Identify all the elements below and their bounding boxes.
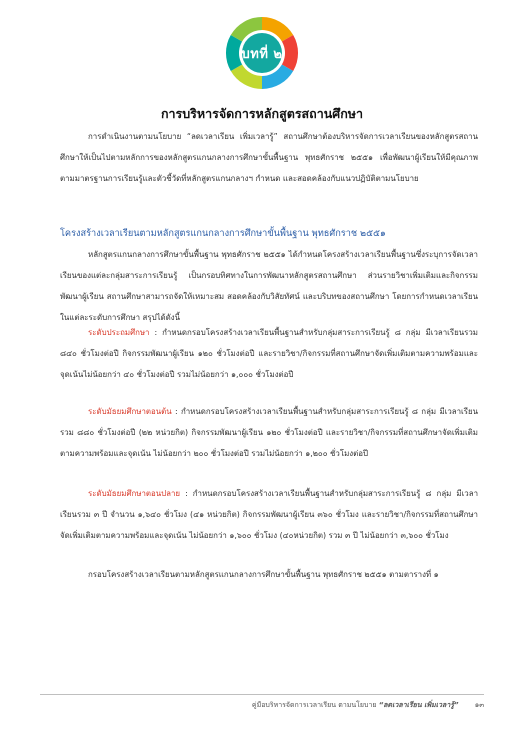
closing-paragraph: กรอบโครงสร้างเวลาเรียนตามหลักสูตรแกนกลางการศึกษาขั้นพื้นฐาน พุทธศักราช ๒๕๕๑ ตามตารางที่ ๑: [88, 570, 439, 579]
section-heading: โครงสร้างเวลาเรียนตามหลักสูตรแกนกลางการศึกษาขั้นพื้นฐาน พุทธศักราช ๒๕๕๑: [60, 228, 386, 239]
page-title: การบริหารจัดการหลักสูตรสถานศึกษา: [160, 106, 364, 121]
level-name: ระดับมัธยมศึกษาตอนต้น: [88, 407, 172, 416]
lower-secondary-paragraph: [60, 401, 478, 464]
footer-divider: [40, 694, 484, 695]
chapter-badge: [222, 13, 302, 93]
intro-paragraph: การดำเนินงานตามนโยบาย “ลดเวลาเรียน เพิ่มเวลารู้” สถานศึกษาต้องบริหารจัดการเวลาเรียนของหลักสูตรสถานศึกษาให้เป็นไปตามหลักการของหลักสูตรแกนกลางการศึกษาขั้นพื้นฐาน พุทธศักราช ๒๕๕๑ เพื่อพัฒนาผู้เรียนให้มีคุณภาพตามมาตรฐานการเรียนรู้และตัวชี้วัดที่หลักสูตรแกนกลางฯ กำหนด และสอดคล้องกับแนวปฏิบัติตามนโยบาย: [60, 132, 478, 183]
footer-text: คู่มือบริหารจัดการเวลาเรียน ตามนโยบาย: [251, 701, 377, 709]
level-name: ระดับมัธยมศึกษาตอนปลาย: [88, 489, 181, 498]
level-text: : กำหนดกรอบโครงสร้างเวลาเรียนพื้นฐานสำหรับกลุ่มสาระการเรียนรู้ ๘ กลุ่ม มีเวลาเรียนรวม ๘๔๐ ชั่วโมงต่อปี กิจกรรมพัฒนาผู้เรียน ๑๒๐ ชั่วโมงต่อปี และรายวิชา/กิจกรรมที่สถานศึกษาจัดเพิ่มเติมตามความพร้อมและจุดเน้นไม่น้อยกว่า ๔๐ ชั่วโมงต่อปี รวมไม่น้อยกว่า ๑,๐๐๐ ชั่วโมงต่อปี: [60, 328, 478, 379]
page-number: ๑๓: [474, 701, 484, 709]
chapter-label: บทที่ ๒: [241, 47, 283, 62]
upper-secondary-paragraph: [60, 483, 478, 546]
section-intro-paragraph: หลักสูตรแกนกลางการศึกษาขั้นพื้นฐาน พุทธศักราช ๒๕๕๑ ได้กำหนดโครงสร้างเวลาเรียนพื้นฐานซึ่งระบุการจัดเวลาเรียนของแต่ละกลุ่มสาระการเรียนรู้ เป็นกรอบทิศทางในการพัฒนาหลักสูตรสถานศึกษา ส่วนรายวิชาเพิ่มเติมและกิจกรรมพัฒนาผู้เรียน สถานศึกษาสามารถจัดให้เหมาะสม สอดคล้องกับวิสัยทัศน์ และบริบทของสถานศึกษา โดยการกำหนดเวลาเรียนในแต่ละระดับการศึกษา สรุปได้ดังนี้: [60, 250, 478, 322]
primary-level-paragraph: [60, 322, 478, 385]
level-name: ระดับประถมศึกษา: [88, 328, 150, 337]
level-text: : กำหนดกรอบโครงสร้างเวลาเรียนพื้นฐานสำหรับกลุ่มสาระการเรียนรู้ ๘ กลุ่ม มีเวลาเรียนรวม ๘๘๐ ชั่วโมงต่อปี (๒๒ หน่วยกิต) กิจกรรมพัฒนาผู้เรียน ๑๒๐ ชั่วโมงต่อปี และรายวิชา/กิจกรรมที่สถานศึกษาจัดเพิ่มเติมตามความพร้อมและจุดเน้น ไม่น้อยกว่า ๒๐๐ ชั่วโมงต่อปี รวมไม่น้อยกว่า ๑,๒๐๐ ชั่วโมงต่อปี: [60, 407, 478, 458]
page-footer: [0, 700, 484, 711]
footer-slogan: “ลดเวลาเรียน เพิ่มเวลารู้”: [378, 701, 459, 709]
level-text: : กำหนดกรอบโครงสร้างเวลาเรียนพื้นฐานสำหรับกลุ่มสาระการเรียนรู้ ๘ กลุ่ม มีเวลาเรียนรวม ๓ ปี จำนวน ๑,๖๔๐ ชั่วโมง (๔๑ หน่วยกิต) กิจกรรมพัฒนาผู้เรียน ๓๖๐ ชั่วโมง และรายวิชา/กิจกรรมที่สถานศึกษาจัดเพิ่มเติมตามความพร้อมและจุดเน้น ไม่น้อยกว่า ๑,๖๐๐ ชั่วโมง (๔๐หน่วยกิต) รวม ๓ ปี ไม่น้อยกว่า ๓,๖๐๐ ชั่วโมง: [60, 489, 478, 540]
